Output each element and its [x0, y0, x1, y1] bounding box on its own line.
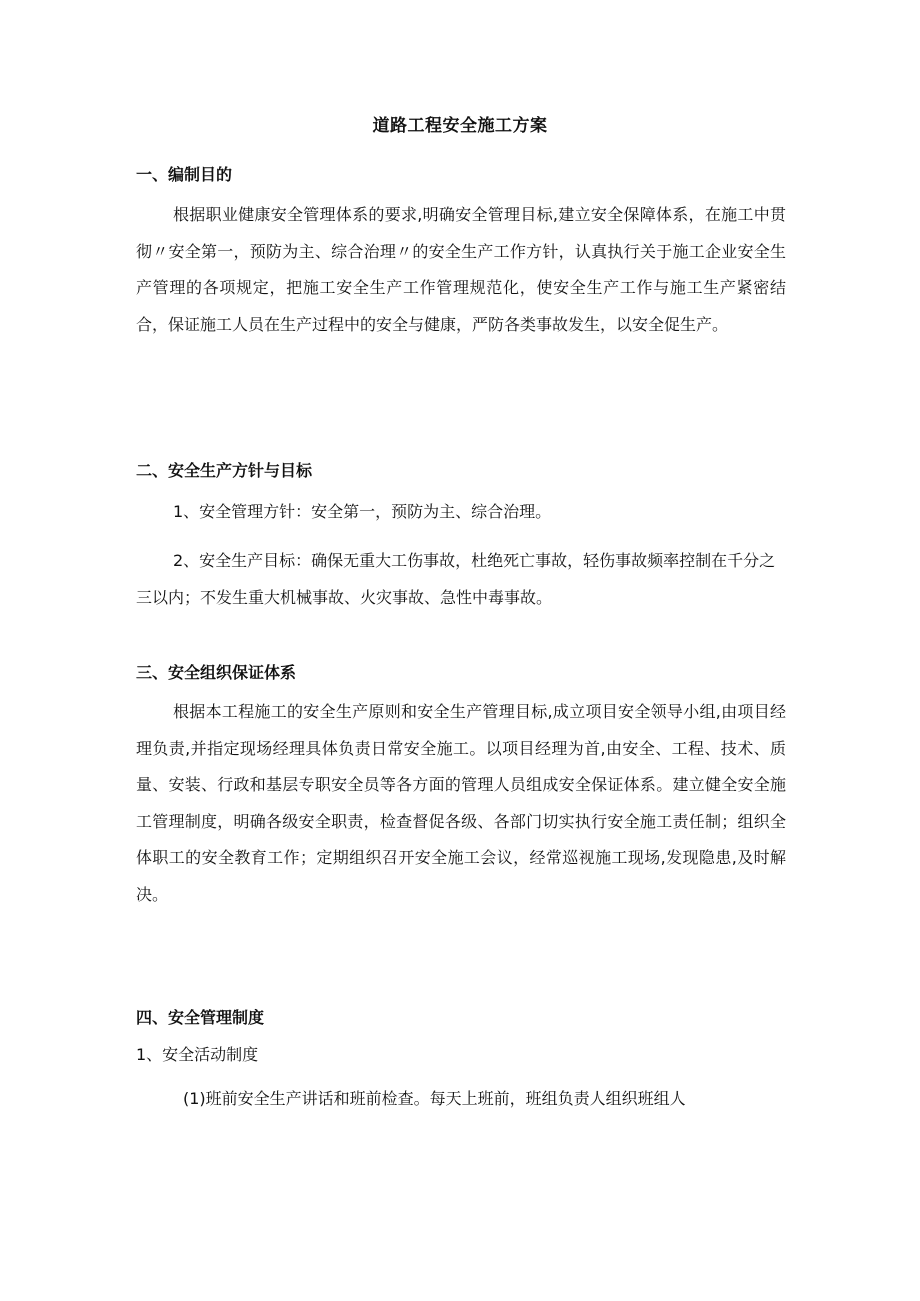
section-heading-policy: 二、安全生产方针与目标	[136, 461, 313, 480]
management-subheading: 1、安全活动制度	[136, 1045, 259, 1064]
document-title: 道路工程安全施工方案	[372, 116, 548, 136]
section-paragraph-purpose: 根据职业健康安全管理体系的要求,明确安全管理目标,建立安全保障体系，在施工中贯彻〃安全第一，预防为主、综合治理〃的安全生产工作方针，认真执行关于施工企业安全生产管理的各项规定，把施工安全生产工作管理规范化，使安全生产工作与施工生产紧密结合，保证施工人员在生产过程中的安全与健康，严防各类事故发生，以安全促生产。	[136, 205, 786, 334]
policy-item-1: 1、安全管理方针：安全第一，预防为主、综合治理。	[173, 502, 552, 521]
section-heading-purpose: 一、编制目的	[136, 165, 233, 184]
section-paragraph-organization: 根据本工程施工的安全生产原则和安全生产管理目标,成立项目安全领导小组,由项目经理负责,并指定现场经理具体负责日常安全施工。以项目经理为首,由安全、工程、技术、质量、安装、行政和基层专职安全员等各方面的管理人员组成安全保证体系。建立健全安全施工管理制度，明确各级安全职责，检查督促各级、各部门切实执行安全施工责任制；组织全体职工的安全教育工作；定期组织召开安全施工会议，经常巡视施工现场,发现隐患,及时解决。	[136, 702, 786, 904]
section-heading-management: 四、安全管理制度	[136, 1008, 265, 1027]
policy-item-2: 2、安全生产目标：确保无重大工伤事故，杜绝死亡事故，轻伤事故频率控制在千分之三以内；不发生重大机械事故、火灾事故、急性中毒事故。	[136, 551, 776, 607]
management-sub-item-1: (1)班前安全生产讲话和班前检查。每天上班前，班组负责人组织班组人	[183, 1089, 686, 1108]
section-heading-organization: 三、安全组织保证体系	[136, 663, 297, 682]
